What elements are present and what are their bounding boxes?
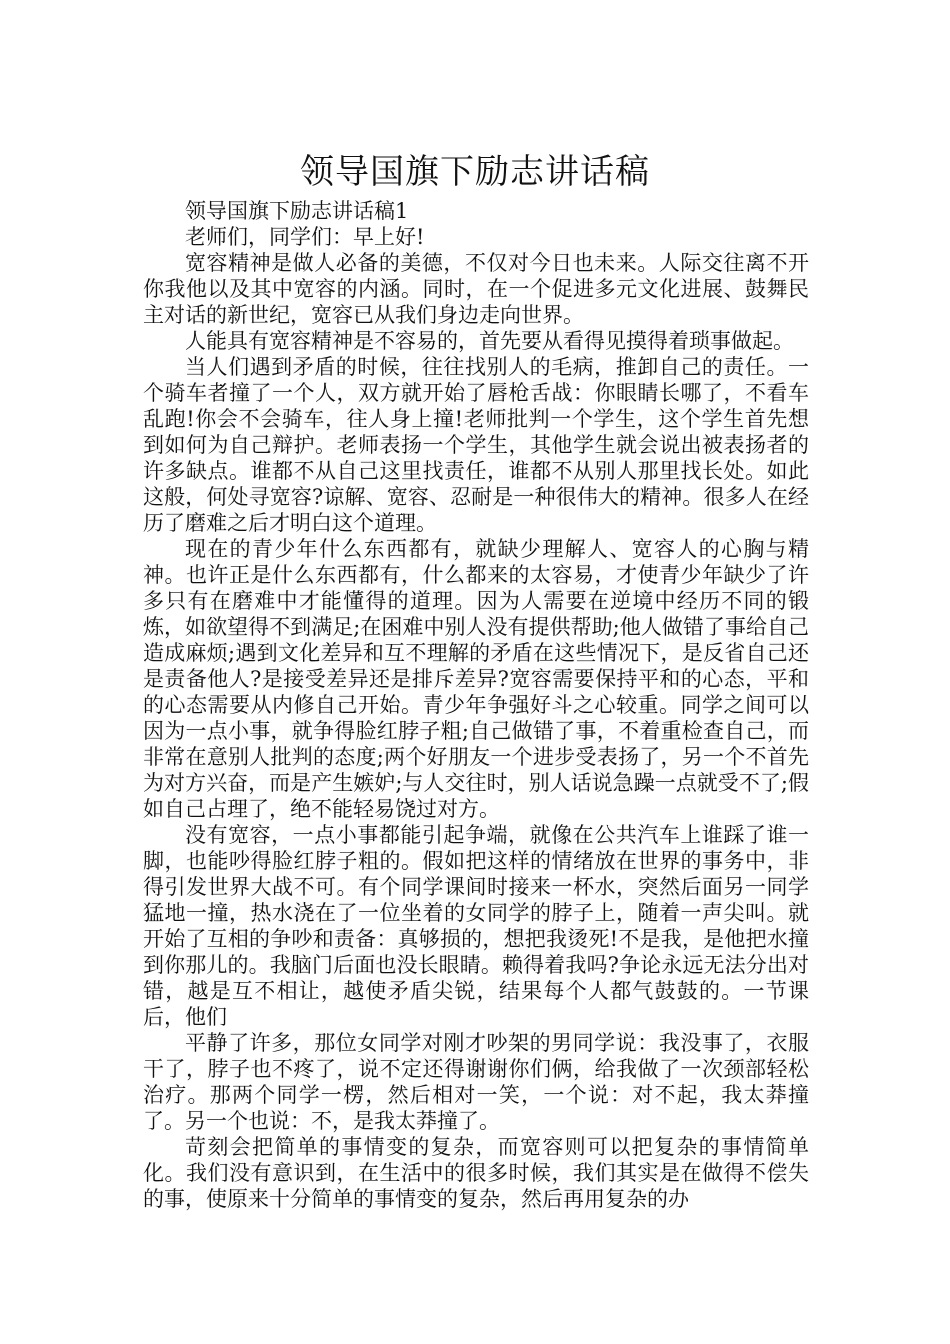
paragraph-greeting: 老师们，同学们：早上好!	[185, 225, 425, 249]
paragraph: 没有宽容，一点小事都能引起争端，就像在公共汽车上谁踩了谁一脚，也能吵得脸红脖子粗的。假如把这样的情绪放在世界的事务中，非得引发世界大战不可。有个同学课间时接来一杯水，突然后面另一同学猛地一撞，热水浇在了一位坐着的女同学的脖子上，随着一声尖叫。就开始了互相的争吵和责备：真够损的，想把我烫死!不是我，是他把水撞到你那儿的。我脑门后面也没长眼睛。赖得着我吗?争论永远无法分出对错，越是互不相让，越使矛盾尖锐，结果每个人都气鼓鼓的。一节课后，他们	[143, 823, 809, 1029]
paragraph: 现在的青少年什么东西都有，就缺少理解人、宽容人的心胸与精神。也许正是什么东西都有，什么都来的太容易，才使青少年缺少了许多只有在磨难中才能懂得的道理。因为人需要在逆境中经历不同的锻炼，如欲望得不到满足;在困难中别人没有提供帮助;他人做错了事给自己造成麻烦;遇到文化差异和互不理解的矛盾在这些情况下，是反省自己还是责备他人?是接受差异还是排斥差异?宽容需要保持平和的心态，平和的心态需要从内修自己开始。青少年争强好斗之心较重。同学之间可以因为一点小事，就争得脸红脖子粗;自己做错了事，不着重检查自己，而非常在意别人批判的态度;两个好朋友一个进步受表扬了，另一个不首先为对方兴奋，而是产生嫉妒;与人交往时，别人话说急躁一点就受不了;假如自己占理了，绝不能轻易饶过对方。	[143, 537, 809, 821]
paragraph: 宽容精神是做人必备的美德，不仅对今日也未来。人际交往离不开你我他以及其中宽容的内涵。同时，在一个促进多元文化进展、鼓舞民主对话的新世纪，宽容已从我们身边走向世界。	[143, 251, 809, 327]
document-body	[143, 198, 809, 1212]
paragraph: 苛刻会把简单的事情变的复杂，而宽容则可以把复杂的事情简单化。我们没有意识到，在生活中的很多时候，我们其实是在做得不偿失的事，使原来十分简单的事情变的复杂，然后再用复杂的办	[143, 1135, 809, 1211]
document-title: 领导国旗下励志讲话稿	[300, 151, 650, 192]
paragraph: 平静了许多，那位女同学对刚才吵架的男同学说：我没事了，衣服干了，脖子也不疼了，说不定还得谢谢你们俩，给我做了一次颈部轻松治疗。那两个同学一楞，然后相对一笑，一个说：对不起，我太莽撞了。另一个也说：不，是我太莽撞了。	[143, 1031, 809, 1133]
paragraph-subtitle: 领导国旗下励志讲话稿1	[185, 199, 409, 223]
paragraph: 人能具有宽容精神是不容易的，首先要从看得见摸得着琐事做起。	[185, 329, 794, 353]
paragraph: 当人们遇到矛盾的时候，往往找别人的毛病，推卸自己的责任。一个骑车者撞了一个人，双方就开始了唇枪舌战：你眼睛长哪了，不看车乱跑!你会不会骑车，往人身上撞!老师批判一个学生，这个学生首先想到如何为自己辩护。老师表扬一个学生，其他学生就会说出被表扬者的许多缺点。谁都不从自己这里找责任，谁都不从别人那里找长处。如此这般，何处寻宽容?谅解、宽容、忍耐是一种很伟大的精神。很多人在经历了磨难之后才明白这个道理。	[143, 355, 809, 535]
